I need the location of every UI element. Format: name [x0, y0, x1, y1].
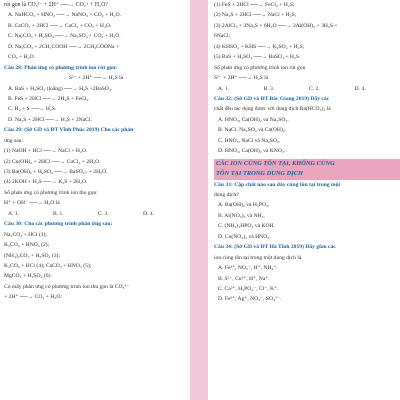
- answer-option: C. 2.: [309, 85, 320, 92]
- answer-option: D. Na₂S + 2HCl ──→ H₂S + 2NaCl.: [8, 116, 92, 123]
- answer-option: C. (NH₄)₂HPO₄ và KOH.: [218, 223, 275, 230]
- answer-option: C. H₂ + S ──→ H₂S.: [8, 106, 57, 113]
- answer-option: A. HNO₃, Ca(OH)₂ và Na₂SO₄.: [218, 116, 289, 123]
- answer-option: A. 1.: [218, 85, 230, 92]
- page-gutter: [190, 0, 208, 400]
- text-line: Na₂CO₃ + HCl (1);: [4, 231, 47, 238]
- text-line: Số phản ứng có phương trình ion rút gọn: [214, 64, 306, 71]
- answer-option: C. Ca²⁺, H₂PO₄⁻, Cl⁻, K⁺.: [218, 285, 279, 292]
- text-line: Có mấy phản ứng có phương trình ion thu gọn là CO₃²⁻: [4, 283, 130, 290]
- question-heading: Câu 29: (Sở GD và ĐT Vĩnh Phúc 2019) Cho các phản: [4, 127, 134, 134]
- text-line: K₂CO₃ + HCl (4); CaCO₃ + HNO₃ (5);: [4, 262, 92, 269]
- text-line: S²⁻ + 2H⁺ ──→ H₂S là: [68, 75, 124, 82]
- answer-option: CO₂ + H₂O.: [8, 54, 36, 61]
- question-heading: Câu 33: Cặp chất nào sau đây cùng tồn tại trong một: [214, 181, 341, 188]
- text-line: Số phản ứng có phương trình ion thu gọn:: [4, 189, 98, 196]
- answer-option: C. Na₂CO₃ + H₂SO₄ ──→ Na₂SO₄ + CO₂ + H₂O.: [8, 33, 121, 40]
- text-line: (1) FeS + 2HCl ──→ FeCl₂ + H₂S;: [214, 2, 295, 8]
- text-line: 6NaCl;: [214, 33, 231, 40]
- text-line: (2) Cu(OH)₂ + 2HCl ──→ CuCl₂ + 2H₂O.: [4, 158, 101, 165]
- text-line: (2) Na₂S + 2HCl ──→ NaCl + H₂S;: [214, 12, 297, 19]
- left-column: [0, 0, 188, 303]
- text-line: (NH₄)₂CO₃ + H₂SO₄ (3);: [4, 252, 60, 259]
- question-heading: Câu 28: Phản ứng có phương trình ion rút gọn:: [4, 64, 118, 71]
- answer-option: B. NaCl, Na₂SO₄ và Ca(OH)₂.: [218, 127, 287, 134]
- answer-option: D. Cu(NO₃)₂ và HNO₃.: [218, 233, 271, 240]
- answer-option: A. BaS + H₂SO₄ (loãng) ──→ H₂S +2BaSO₄.: [8, 85, 113, 92]
- answer-option: D. Na₂CO₃ + 2CH₃COOH ──→ 2CH₃COONa +: [8, 43, 120, 50]
- answer-option: B. Al(NO₃)₃ và NH₃.: [218, 212, 266, 219]
- text-line: + 2H⁺ ──→ CO₂ + H₂O:: [4, 294, 62, 301]
- text-line: (4) 2KOH + H₂S ──→ K₂S + 2H₂O.: [4, 179, 88, 186]
- answer-option: D. 4.: [143, 210, 155, 217]
- text-line: ion cùng tồn tại trong một dung dịch là: [214, 254, 302, 261]
- text-line: rút gọn là CO₃²⁻ + 2H⁺ ──→ CO₂↑ + H₂O?: [4, 2, 108, 8]
- text-line: H⁺ + OH⁻ ──→ H₂O là: [4, 200, 60, 207]
- answer-option: A. NaHCO₃ + HNO₃ ──→ NaNO₃ + CO₂ + H₂O.: [8, 12, 122, 19]
- text-line: S²⁻ + 2H⁺ ──→ H₂S là: [214, 75, 269, 82]
- question-heading: Câu 30: Cho các phương trình phản ứng sau:: [4, 221, 113, 228]
- text-line: chất đều tác dụng được với dung dịch Ba(HCO₃)₂ là: [214, 106, 331, 113]
- answer-option: D. 4.: [354, 85, 366, 92]
- text-line: (1) NaOH + HCl ──→ NaCl + H₂O.: [4, 148, 88, 155]
- text-line: (3) Ba(OH)₂ + H₂SO₄ ──→ BaSO₄↓ + 2H₂O.: [4, 169, 108, 175]
- text-line: ứng sau:: [4, 137, 24, 144]
- right-column: [210, 0, 400, 305]
- text-line: MgCO₃ + H₂SO₄ (6).: [4, 273, 52, 280]
- text-line: dung dịch?: [214, 192, 239, 198]
- answer-option: B. S²⁻, Cu²⁺, H⁺, Na⁺.: [218, 275, 270, 282]
- answer-options-row: [4, 209, 188, 219]
- answer-option: A. Fe²⁺, NO₃⁻, H⁺, NH₄⁺.: [218, 265, 278, 272]
- answer-option: B. 1.: [53, 210, 64, 217]
- answer-option: C. 3.: [98, 210, 109, 217]
- answer-options-row: [214, 84, 400, 94]
- answer-option: A. Ba(OH)₂ và H₃PO₄.: [218, 202, 270, 209]
- answer-option: D. HNO₃, Ca(OH)₂ và KNO₃.: [218, 148, 286, 155]
- section-heading-line: CÁC ION CÙNG TỒN TẠI, KHÔNG CÙNG: [216, 159, 335, 167]
- answer-option: C. HNO₃, NaCl và Na₂SO₄.: [218, 137, 281, 144]
- section-heading-line: TỒN TẠI TRONG DUNG DỊCH: [216, 170, 303, 178]
- answer-option: B. FeS + 2HCl ──→ 2H₂S + FeCl₂.: [8, 95, 90, 102]
- text-line: K₂CO₃ + HNO₃ (2);: [4, 242, 50, 249]
- text-line: (4) KHSO₄ + KHS ──→ K₂SO₄ + H₂S;: [214, 43, 305, 50]
- text-line: (3) 2AlCl₃ + 3Na₂S + 6H₂O ──→ 2Al(OH)₃ + 3H₂S +: [214, 22, 338, 29]
- answer-option: A. 1.: [8, 210, 20, 217]
- answer-option: B. 3.: [263, 85, 275, 92]
- answer-option: B. CaCO₃ + 2HCl ──→ CaCl₂ + CO₂ + H₂O.: [8, 22, 112, 29]
- section-heading: [214, 159, 400, 180]
- question-heading: Câu 32: (Sở GD và ĐT Bắc Giang 2019) Dãy các: [214, 95, 330, 102]
- answer-option: D. Fe²⁺, Ag⁺, NO₃⁻, SO₄²⁻.: [218, 296, 282, 303]
- text-line: (5) BaS + H₂SO₄ ──→ BaSO₄ + H₂S.: [214, 54, 301, 61]
- question-heading: Câu 34: (Sở GD và ĐT Hà Tĩnh 2019) Dãy gồm các: [214, 244, 336, 251]
